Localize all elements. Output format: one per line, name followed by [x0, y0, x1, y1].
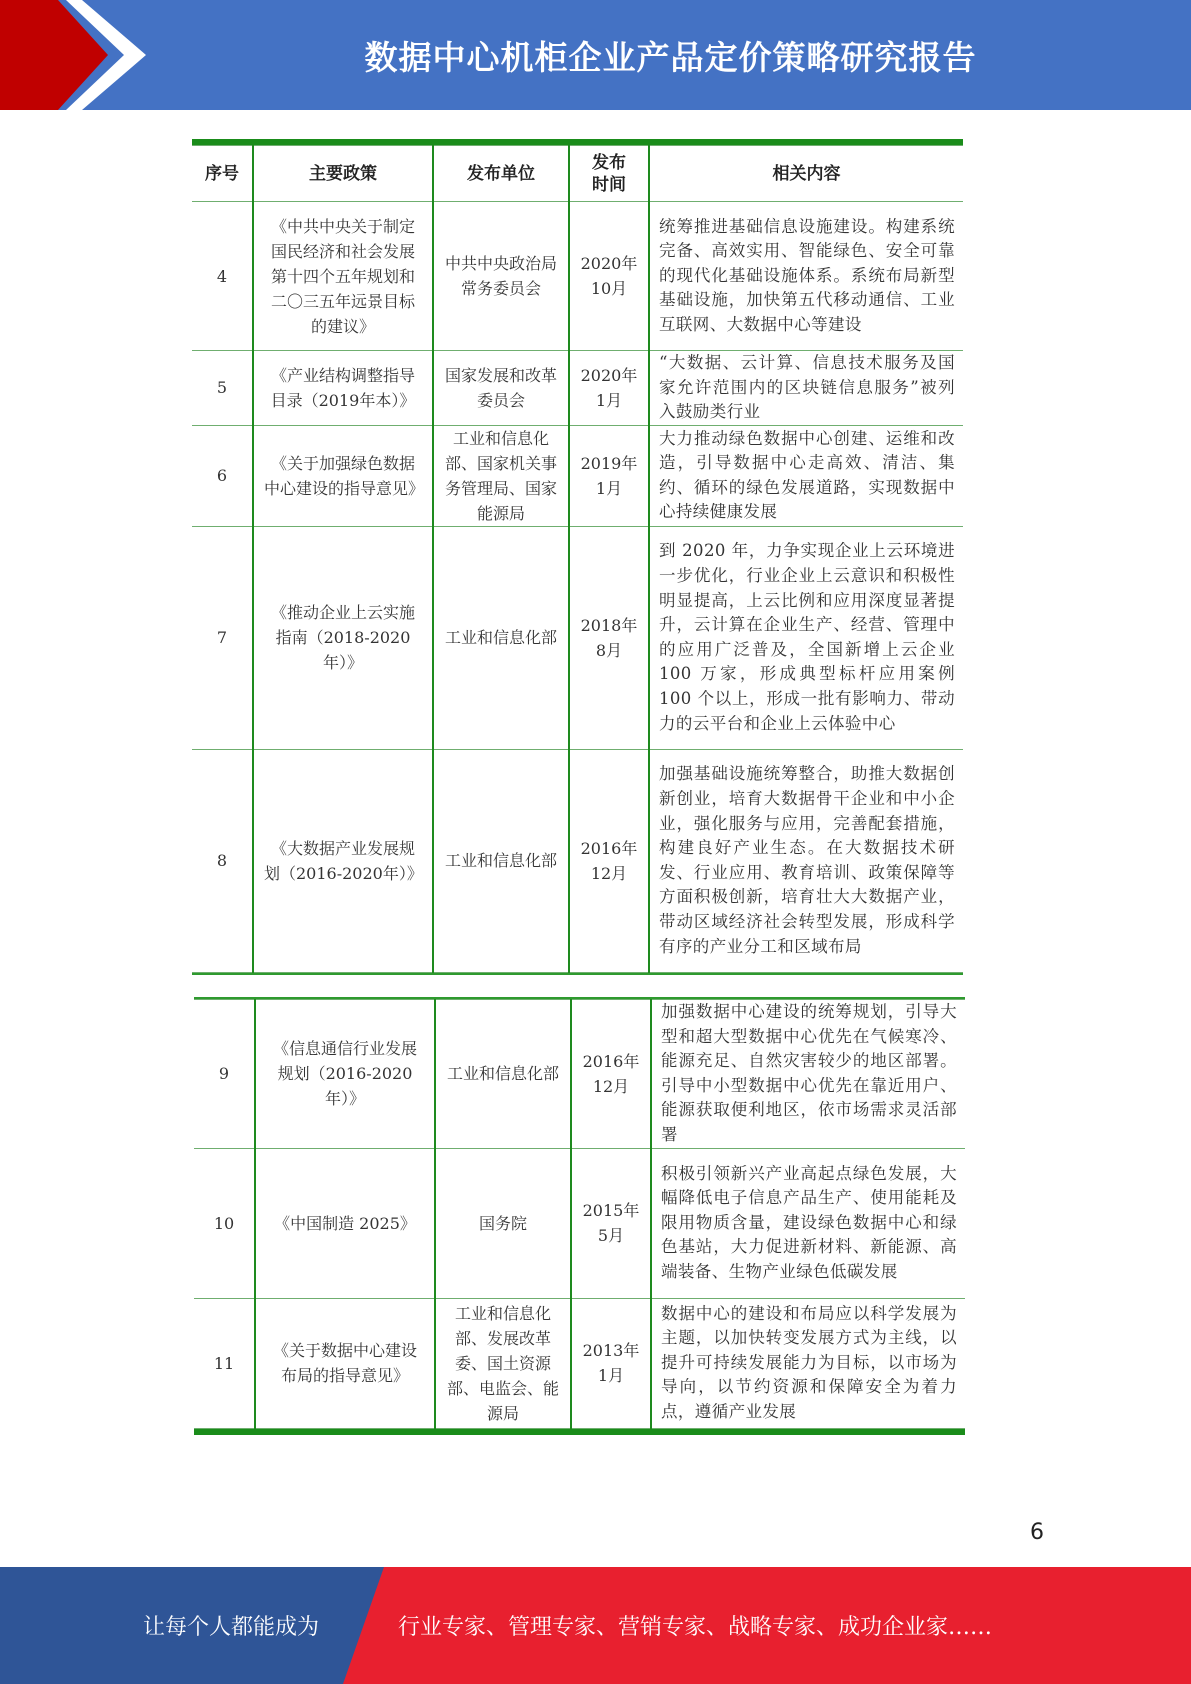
page-number: 6 [1030, 1520, 1044, 1545]
issue-date: 2015年 5月 [571, 1148, 651, 1298]
issuing-org: 工业和信息化部 [433, 749, 569, 972]
issue-date: 2018年 8月 [569, 526, 649, 749]
issue-date: 2019年 1月 [569, 425, 649, 526]
policy-content: 加强基础设施统筹整合，助推大数据创新创业，培育大数据骨干企业和中小企业，强化服务与应用，完善配套措施，构建良好产业生态。在大数据技术研发、行业应用、教育培训、政策保障等方面积极创新，培育壮大大数据产业，带动区域经济社会转型发展，形成科学有序的产业分工和区域布局 [649, 749, 963, 972]
col-header-org: 发布单位 [433, 146, 569, 202]
issue-date: 2016年 12月 [571, 1000, 651, 1149]
row-number: 7 [192, 526, 253, 749]
issue-date: 2016年 12月 [569, 749, 649, 972]
policy-name: 《信息通信行业发展规划（2016-2020年）》 [255, 1000, 435, 1149]
issue-date: 2020年 10月 [569, 202, 649, 351]
row-number: 9 [194, 1000, 255, 1149]
issue-date: 2013年 1月 [571, 1298, 651, 1428]
issuing-org: 国务院 [435, 1148, 571, 1298]
policy-name: 《关于加强绿色数据中心建设的指导意见》 [253, 425, 433, 526]
table-row [194, 1000, 965, 1149]
policy-name: 《中共中央关于制定国民经济和社会发展第十四个五年规划和二〇三五年远景目标的建议》 [253, 202, 433, 351]
col-header-policy: 主要政策 [253, 146, 433, 202]
policy-name: 《中国制造 2025》 [255, 1148, 435, 1298]
header-arrow-icon [0, 0, 150, 110]
issue-date: 2020年 1月 [569, 351, 649, 426]
footer-slogan-right: 行业专家、管理专家、营销专家、战略专家、成功企业家…… [398, 1615, 993, 1640]
policy-content: 统筹推进基础信息设施建设。构建系统完备、高效实用、智能绿色、安全可靠的现代化基础设施体系。系统布局新型基础设施，加快第五代移动通信、工业互联网、大数据中心等建设 [649, 202, 963, 351]
row-number: 10 [194, 1148, 255, 1298]
policy-name: 《推动企业上云实施指南（2018-2020年）》 [253, 526, 433, 749]
page-footer [0, 1567, 1191, 1684]
policy-name: 《大数据产业发展规划（2016-2020年）》 [253, 749, 433, 972]
col-header-date: 发布 时间 [569, 146, 649, 202]
issuing-org: 工业和信息化部 [435, 1000, 571, 1149]
page-header [0, 0, 1191, 110]
policy-name: 《关于数据中心建设布局的指导意见》 [255, 1298, 435, 1428]
row-number: 11 [194, 1298, 255, 1428]
policy-content: 数据中心的建设和布局应以科学发展为主题，以加快转变发展方式为主线，以提升可持续发展能力为目标，以市场为导向，以节约资源和保障安全为着力点，遵循产业发展 [651, 1298, 965, 1428]
table-row [192, 202, 963, 351]
policy-content: 加强数据中心建设的统筹规划，引导大型和超大型数据中心优先在气候寒冷、能源充足、自然灾害较少的地区部署。引导中小型数据中心优先在靠近用户、能源获取便利地区，依市场需求灵活部署 [651, 1000, 965, 1149]
table-row [192, 351, 963, 426]
table-row [192, 526, 963, 749]
issuing-org: 中共中央政治局常务委员会 [433, 202, 569, 351]
row-number: 8 [192, 749, 253, 972]
policy-table-2 [194, 997, 965, 1435]
policy-name: 《产业结构调整指导目录（2019年本）》 [253, 351, 433, 426]
table-bottom-rule [194, 1429, 965, 1435]
policy-content: “大数据、云计算、信息技术服务及国家允许范围内的区块链信息服务”被列入鼓励类行业 [649, 351, 963, 426]
col-header-no: 序号 [192, 146, 253, 202]
col-header-content: 相关内容 [649, 146, 963, 202]
issuing-org: 工业和信息化部 [433, 526, 569, 749]
table-row [192, 425, 963, 526]
issuing-org: 工业和信息化部、发展改革委、国土资源部、电监会、能源局 [435, 1298, 571, 1428]
report-title: 数据中心机柜企业产品定价策略研究报告 [364, 37, 977, 77]
policy-content: 到 2020 年，力争实现企业上云环境进一步优化，行业企业上云意识和积极性明显提高，上云比例和应用深度显著提升，云计算在企业生产、经营、管理中的应用广泛普及，全国新增上云企业 100 万家，形成典型标杆应用案例 100 个以上，形成一批有影响力、带动力的云平台和企业上云体验中心 [649, 526, 963, 749]
footer-slogan-left: 让每个人都能成为 [143, 1615, 320, 1640]
issuing-org: 国家发展和改革委员会 [433, 351, 569, 426]
row-number: 6 [192, 425, 253, 526]
policy-content: 积极引领新兴产业高起点绿色发展，大幅降低电子信息产品生产、使用能耗及限用物质含量，建设绿色数据中心和绿色基站，大力促进新材料、新能源、高端装备、生物产业绿色低碳发展 [651, 1148, 965, 1298]
policy-content: 大力推动绿色数据中心创建、运维和改造，引导数据中心走高效、清洁、集约、循环的绿色发展道路，实现数据中心持续健康发展 [649, 425, 963, 526]
row-number: 4 [192, 202, 253, 351]
row-number: 5 [192, 351, 253, 426]
issuing-org: 工业和信息化部、国家机关事务管理局、国家能源局 [433, 425, 569, 526]
table-header-row [192, 146, 963, 202]
table-row [194, 1148, 965, 1298]
table-bottom-line [192, 973, 963, 975]
table-row [194, 1298, 965, 1428]
table-row [192, 749, 963, 972]
policy-table-1 [192, 139, 963, 975]
